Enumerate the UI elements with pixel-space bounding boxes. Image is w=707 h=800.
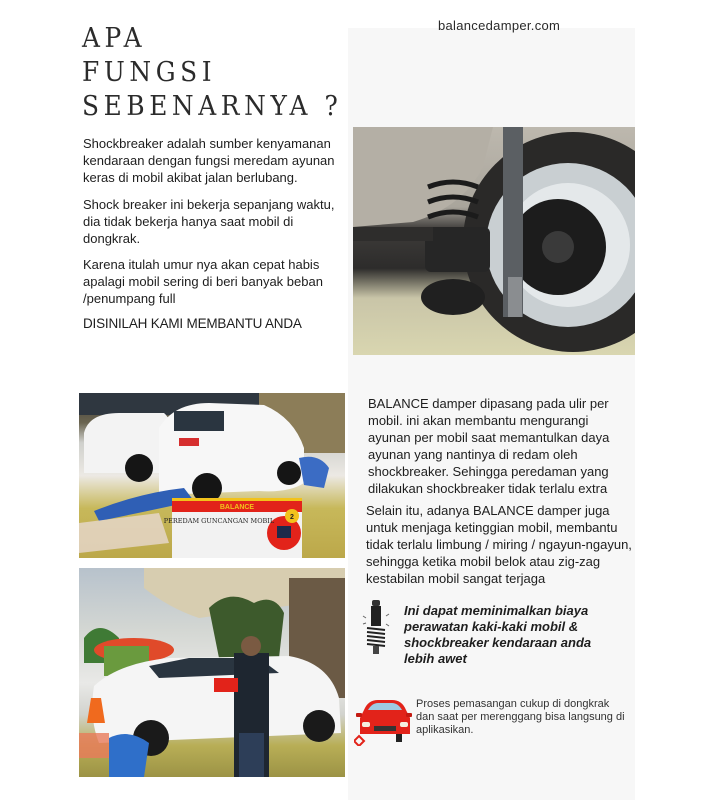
lifespan-paragraph: Karena itulah umur nya akan cepat habis apalagi mobil sering di beri banyak beban /penumpang full: [83, 257, 323, 306]
title-line-3: SEBENARNYA ?: [82, 91, 343, 122]
title-line-2: FUNGSI: [82, 57, 217, 88]
title-line-1: APA: [82, 23, 147, 54]
website-label: balancedamper.com: [438, 18, 561, 33]
working-paragraph: Shock breaker ini bekerja sepanjang waktu, dia tidak bekerja hanya saat mobil di dongkrak.: [83, 197, 335, 246]
suspension-photo: [353, 127, 635, 355]
product-box-title: PEREDAM GUNCANGAN MOBIL: [163, 517, 275, 525]
installation-process-text: Proses pemasangan cukup di dongkrak dan saat per merenggang bisa langsung di aplikasikan.: [416, 698, 625, 736]
customer-photo: [79, 568, 345, 777]
product-box-brand: BALANCE: [219, 504, 255, 511]
installation-paragraph: BALANCE damper dipasang pada ulir per mobil. ini akan membantu mengurangi ayunan per mobil saat memantulkan daya ayunan yang nantinya di redam oleh shockbreaker. Sehingga peredaman yang dilakukan shockbreaker tidak terlalu extra: [368, 396, 610, 496]
intro-paragraph: Shockbreaker adalah sumber kenyamanan kendaraan dengan fungsi meredam ayunan keras di mobil akibat jalan berlubang.: [83, 136, 335, 185]
call-to-action: DISINILAH KAMI MEMBANTU ANDA: [83, 316, 302, 331]
red-car-icon: [354, 696, 414, 746]
product-box-badge: 2: [290, 514, 294, 521]
stability-paragraph: Selain itu, adanya BALANCE damper juga untuk menjaga ketinggian mobil, membantu tidak terlalu limbung / miring / ngayun-ngayun, sehingga ketika mobil belok atau zig-zag kestabilan mobil sangat terjaga: [366, 503, 632, 586]
cost-benefit-text: Ini dapat meminimalkan biaya perawatan kaki-kaki mobil & shockbreaker kendaraan anda lebih awet: [404, 603, 592, 666]
product-box: [164, 498, 302, 558]
shock-absorber-icon: [362, 600, 390, 656]
installation-photo: [79, 393, 345, 558]
page-title: [82, 22, 365, 124]
